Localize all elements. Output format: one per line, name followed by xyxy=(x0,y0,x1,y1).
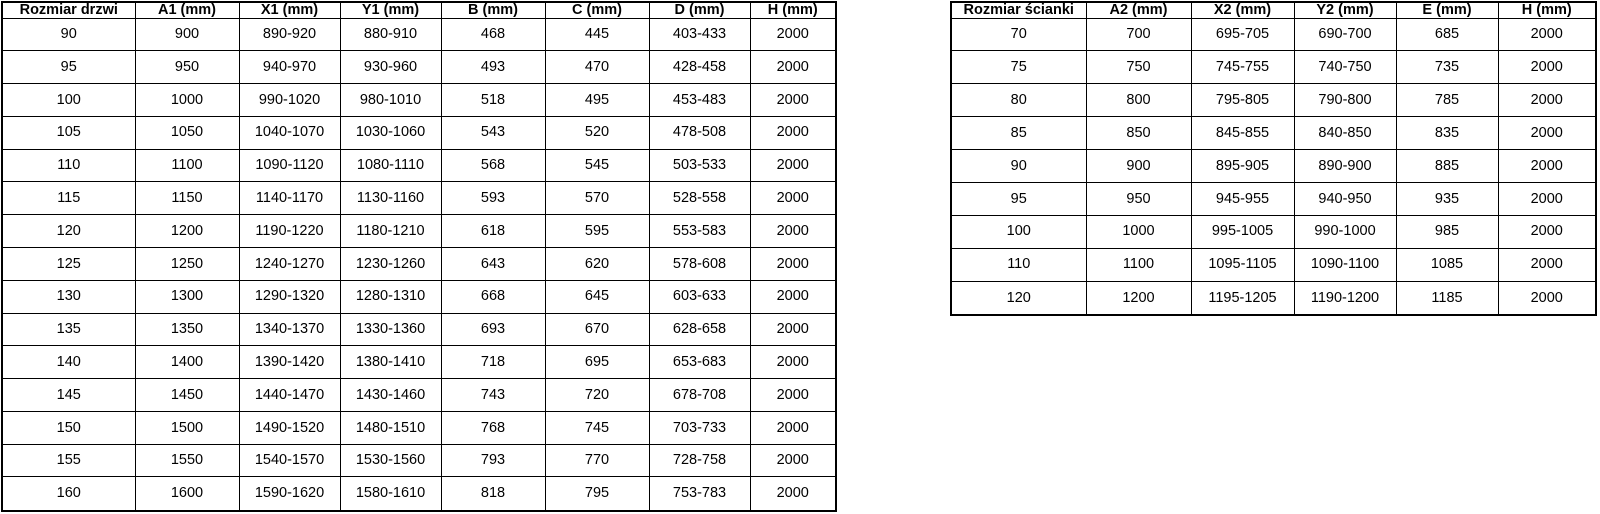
table-cell: 1200 xyxy=(135,215,239,248)
table-cell: 453-483 xyxy=(649,84,750,117)
table-row xyxy=(2,411,836,444)
table-row xyxy=(951,117,1596,150)
table-cell: 120 xyxy=(951,281,1086,315)
table-cell: 695-705 xyxy=(1191,18,1294,51)
table-cell: 470 xyxy=(545,51,649,84)
table-cell: 840-850 xyxy=(1294,117,1396,150)
table-row xyxy=(2,346,836,379)
table-cell: 1085 xyxy=(1396,248,1498,281)
table-cell: 1490-1520 xyxy=(239,411,340,444)
table-cell: 818 xyxy=(441,477,545,511)
table-cell: 1480-1510 xyxy=(340,411,441,444)
table-cell: 900 xyxy=(135,18,239,51)
table-cell: 1540-1570 xyxy=(239,444,340,477)
column-header: C (mm) xyxy=(545,2,649,18)
table-cell: 670 xyxy=(545,313,649,346)
table-cell: 2000 xyxy=(750,379,836,412)
table-cell: 145 xyxy=(2,379,135,412)
column-header: E (mm) xyxy=(1396,2,1498,18)
table-cell: 503-533 xyxy=(649,149,750,182)
table-cell: 770 xyxy=(545,444,649,477)
table-cell: 2000 xyxy=(1498,84,1596,117)
table-cell: 845-855 xyxy=(1191,117,1294,150)
table-cell: 1140-1170 xyxy=(239,182,340,215)
table-cell: 2000 xyxy=(750,280,836,313)
table-cell: 2000 xyxy=(1498,248,1596,281)
table-cell: 80 xyxy=(951,84,1086,117)
table-cell: 768 xyxy=(441,411,545,444)
table-cell: 1095-1105 xyxy=(1191,248,1294,281)
table-cell: 678-708 xyxy=(649,379,750,412)
table-cell: 2000 xyxy=(1498,117,1596,150)
table-cell: 2000 xyxy=(1498,215,1596,248)
column-header: Y1 (mm) xyxy=(340,2,441,18)
table-cell: 980-1010 xyxy=(340,84,441,117)
table-cell: 620 xyxy=(545,247,649,280)
table-cell: 2000 xyxy=(750,18,836,51)
table-row xyxy=(2,477,836,511)
table-cell: 105 xyxy=(2,116,135,149)
table-cell: 790-800 xyxy=(1294,84,1396,117)
table-cell: 2000 xyxy=(1498,51,1596,84)
table-cell: 728-758 xyxy=(649,444,750,477)
table-cell: 155 xyxy=(2,444,135,477)
table-cell: 785 xyxy=(1396,84,1498,117)
table-cell: 1590-1620 xyxy=(239,477,340,511)
table-cell: 793 xyxy=(441,444,545,477)
table-row xyxy=(2,18,836,51)
table-cell: 900 xyxy=(1086,150,1191,183)
table-cell: 690-700 xyxy=(1294,18,1396,51)
table-cell: 90 xyxy=(951,150,1086,183)
table-cell: 885 xyxy=(1396,150,1498,183)
table-cell: 545 xyxy=(545,149,649,182)
table-row xyxy=(2,84,836,117)
table-cell: 1430-1460 xyxy=(340,379,441,412)
table-cell: 1100 xyxy=(135,149,239,182)
column-header: Rozmiar drzwi xyxy=(2,2,135,18)
door-dimensions-table xyxy=(1,1,837,512)
table-cell: 2000 xyxy=(1498,18,1596,51)
table-cell: 2000 xyxy=(750,477,836,511)
table-cell: 645 xyxy=(545,280,649,313)
table-cell: 603-633 xyxy=(649,280,750,313)
table-row xyxy=(951,84,1596,117)
table-cell: 1390-1420 xyxy=(239,346,340,379)
table-cell: 643 xyxy=(441,247,545,280)
table-cell: 743 xyxy=(441,379,545,412)
column-header: D (mm) xyxy=(649,2,750,18)
column-header: B (mm) xyxy=(441,2,545,18)
table-cell: 160 xyxy=(2,477,135,511)
table-cell: 568 xyxy=(441,149,545,182)
table-cell: 693 xyxy=(441,313,545,346)
table-cell: 940-950 xyxy=(1294,182,1396,215)
table-cell: 1000 xyxy=(135,84,239,117)
table-cell: 115 xyxy=(2,182,135,215)
table-cell: 1150 xyxy=(135,182,239,215)
table-cell: 895-905 xyxy=(1191,150,1294,183)
table-cell: 1190-1220 xyxy=(239,215,340,248)
table-cell: 685 xyxy=(1396,18,1498,51)
column-header: X2 (mm) xyxy=(1191,2,1294,18)
table-cell: 1180-1210 xyxy=(340,215,441,248)
table-cell: 553-583 xyxy=(649,215,750,248)
table-cell: 800 xyxy=(1086,84,1191,117)
table-cell: 750 xyxy=(1086,51,1191,84)
table-cell: 2000 xyxy=(750,182,836,215)
header-row xyxy=(951,2,1596,18)
table-cell: 1100 xyxy=(1086,248,1191,281)
column-header: H (mm) xyxy=(1498,2,1596,18)
table-cell: 795-805 xyxy=(1191,84,1294,117)
table-cell: 1580-1610 xyxy=(340,477,441,511)
table-cell: 1280-1310 xyxy=(340,280,441,313)
table-cell: 130 xyxy=(2,280,135,313)
table-cell: 1340-1370 xyxy=(239,313,340,346)
table-cell: 1290-1320 xyxy=(239,280,340,313)
table-row xyxy=(2,116,836,149)
table-cell: 518 xyxy=(441,84,545,117)
table-cell: 2000 xyxy=(750,346,836,379)
column-header: Y2 (mm) xyxy=(1294,2,1396,18)
table-cell: 890-900 xyxy=(1294,150,1396,183)
table-cell: 1440-1470 xyxy=(239,379,340,412)
table-cell: 1230-1260 xyxy=(340,247,441,280)
table-row xyxy=(951,215,1596,248)
table-cell: 528-558 xyxy=(649,182,750,215)
header-row xyxy=(2,2,836,18)
table-cell: 95 xyxy=(951,182,1086,215)
column-header: A2 (mm) xyxy=(1086,2,1191,18)
table-cell: 493 xyxy=(441,51,545,84)
table-cell: 1090-1100 xyxy=(1294,248,1396,281)
door-table-body xyxy=(2,18,836,511)
table-cell: 520 xyxy=(545,116,649,149)
table-cell: 595 xyxy=(545,215,649,248)
table-cell: 2000 xyxy=(750,411,836,444)
table-cell: 850 xyxy=(1086,117,1191,150)
table-cell: 2000 xyxy=(750,247,836,280)
table-cell: 985 xyxy=(1396,215,1498,248)
table-cell: 468 xyxy=(441,18,545,51)
table-cell: 1050 xyxy=(135,116,239,149)
table-row xyxy=(2,149,836,182)
table-row xyxy=(2,379,836,412)
table-cell: 653-683 xyxy=(649,346,750,379)
table-cell: 718 xyxy=(441,346,545,379)
table-cell: 1600 xyxy=(135,477,239,511)
table-cell: 745-755 xyxy=(1191,51,1294,84)
table-cell: 990-1000 xyxy=(1294,215,1396,248)
table-cell: 135 xyxy=(2,313,135,346)
table-cell: 100 xyxy=(951,215,1086,248)
table-cell: 445 xyxy=(545,18,649,51)
table-cell: 570 xyxy=(545,182,649,215)
table-cell: 835 xyxy=(1396,117,1498,150)
table-cell: 543 xyxy=(441,116,545,149)
table-cell: 593 xyxy=(441,182,545,215)
table-cell: 1190-1200 xyxy=(1294,281,1396,315)
table-cell: 735 xyxy=(1396,51,1498,84)
table-cell: 703-733 xyxy=(649,411,750,444)
table-row xyxy=(951,150,1596,183)
table-cell: 668 xyxy=(441,280,545,313)
table-cell: 1030-1060 xyxy=(340,116,441,149)
column-header: H (mm) xyxy=(750,2,836,18)
table-cell: 995-1005 xyxy=(1191,215,1294,248)
table-row xyxy=(951,281,1596,315)
table-row xyxy=(951,248,1596,281)
table-cell: 85 xyxy=(951,117,1086,150)
table-cell: 740-750 xyxy=(1294,51,1396,84)
table-cell: 110 xyxy=(951,248,1086,281)
table-cell: 795 xyxy=(545,477,649,511)
table-cell: 140 xyxy=(2,346,135,379)
table-cell: 2000 xyxy=(750,215,836,248)
column-header: X1 (mm) xyxy=(239,2,340,18)
table-cell: 1450 xyxy=(135,379,239,412)
table-cell: 478-508 xyxy=(649,116,750,149)
table-cell: 700 xyxy=(1086,18,1191,51)
table-row xyxy=(951,182,1596,215)
table-cell: 578-608 xyxy=(649,247,750,280)
table-cell: 90 xyxy=(2,18,135,51)
wall-table-header xyxy=(951,2,1596,18)
table-cell: 628-658 xyxy=(649,313,750,346)
table-row xyxy=(2,51,836,84)
table-row xyxy=(2,215,836,248)
table-cell: 150 xyxy=(2,411,135,444)
table-row xyxy=(2,182,836,215)
table-cell: 120 xyxy=(2,215,135,248)
table-cell: 745 xyxy=(545,411,649,444)
table-cell: 2000 xyxy=(750,444,836,477)
wall-table-body xyxy=(951,18,1596,315)
table-row xyxy=(2,313,836,346)
table-cell: 1240-1270 xyxy=(239,247,340,280)
table-cell: 2000 xyxy=(1498,182,1596,215)
table-row xyxy=(951,18,1596,51)
table-cell: 1080-1110 xyxy=(340,149,441,182)
table-cell: 2000 xyxy=(750,116,836,149)
table-cell: 1040-1070 xyxy=(239,116,340,149)
table-cell: 880-910 xyxy=(340,18,441,51)
table-cell: 1090-1120 xyxy=(239,149,340,182)
table-cell: 1200 xyxy=(1086,281,1191,315)
wall-dimensions-table xyxy=(950,1,1597,316)
table-cell: 2000 xyxy=(750,313,836,346)
table-cell: 1195-1205 xyxy=(1191,281,1294,315)
table-cell: 1550 xyxy=(135,444,239,477)
table-cell: 990-1020 xyxy=(239,84,340,117)
table-cell: 1330-1360 xyxy=(340,313,441,346)
table-cell: 1380-1410 xyxy=(340,346,441,379)
table-cell: 1530-1560 xyxy=(340,444,441,477)
table-cell: 2000 xyxy=(750,149,836,182)
table-row xyxy=(2,280,836,313)
table-cell: 75 xyxy=(951,51,1086,84)
table-row xyxy=(2,247,836,280)
table-cell: 935 xyxy=(1396,182,1498,215)
door-table-header xyxy=(2,2,836,18)
table-cell: 2000 xyxy=(1498,281,1596,315)
table-cell: 1000 xyxy=(1086,215,1191,248)
table-cell: 95 xyxy=(2,51,135,84)
table-row xyxy=(951,51,1596,84)
table-cell: 945-955 xyxy=(1191,182,1294,215)
table-cell: 2000 xyxy=(1498,150,1596,183)
table-cell: 1300 xyxy=(135,280,239,313)
table-cell: 720 xyxy=(545,379,649,412)
table-cell: 110 xyxy=(2,149,135,182)
table-cell: 495 xyxy=(545,84,649,117)
table-cell: 2000 xyxy=(750,84,836,117)
table-cell: 618 xyxy=(441,215,545,248)
table-cell: 695 xyxy=(545,346,649,379)
table-cell: 2000 xyxy=(750,51,836,84)
table-cell: 930-960 xyxy=(340,51,441,84)
table-cell: 1400 xyxy=(135,346,239,379)
table-cell: 428-458 xyxy=(649,51,750,84)
table-cell: 1500 xyxy=(135,411,239,444)
table-cell: 1350 xyxy=(135,313,239,346)
column-header: A1 (mm) xyxy=(135,2,239,18)
table-cell: 100 xyxy=(2,84,135,117)
table-cell: 125 xyxy=(2,247,135,280)
table-row xyxy=(2,444,836,477)
table-cell: 950 xyxy=(135,51,239,84)
table-cell: 1250 xyxy=(135,247,239,280)
table-cell: 940-970 xyxy=(239,51,340,84)
table-cell: 890-920 xyxy=(239,18,340,51)
table-cell: 753-783 xyxy=(649,477,750,511)
table-cell: 1185 xyxy=(1396,281,1498,315)
table-cell: 950 xyxy=(1086,182,1191,215)
table-cell: 1130-1160 xyxy=(340,182,441,215)
column-header: Rozmiar ścianki xyxy=(951,2,1086,18)
table-cell: 70 xyxy=(951,18,1086,51)
table-cell: 403-433 xyxy=(649,18,750,51)
